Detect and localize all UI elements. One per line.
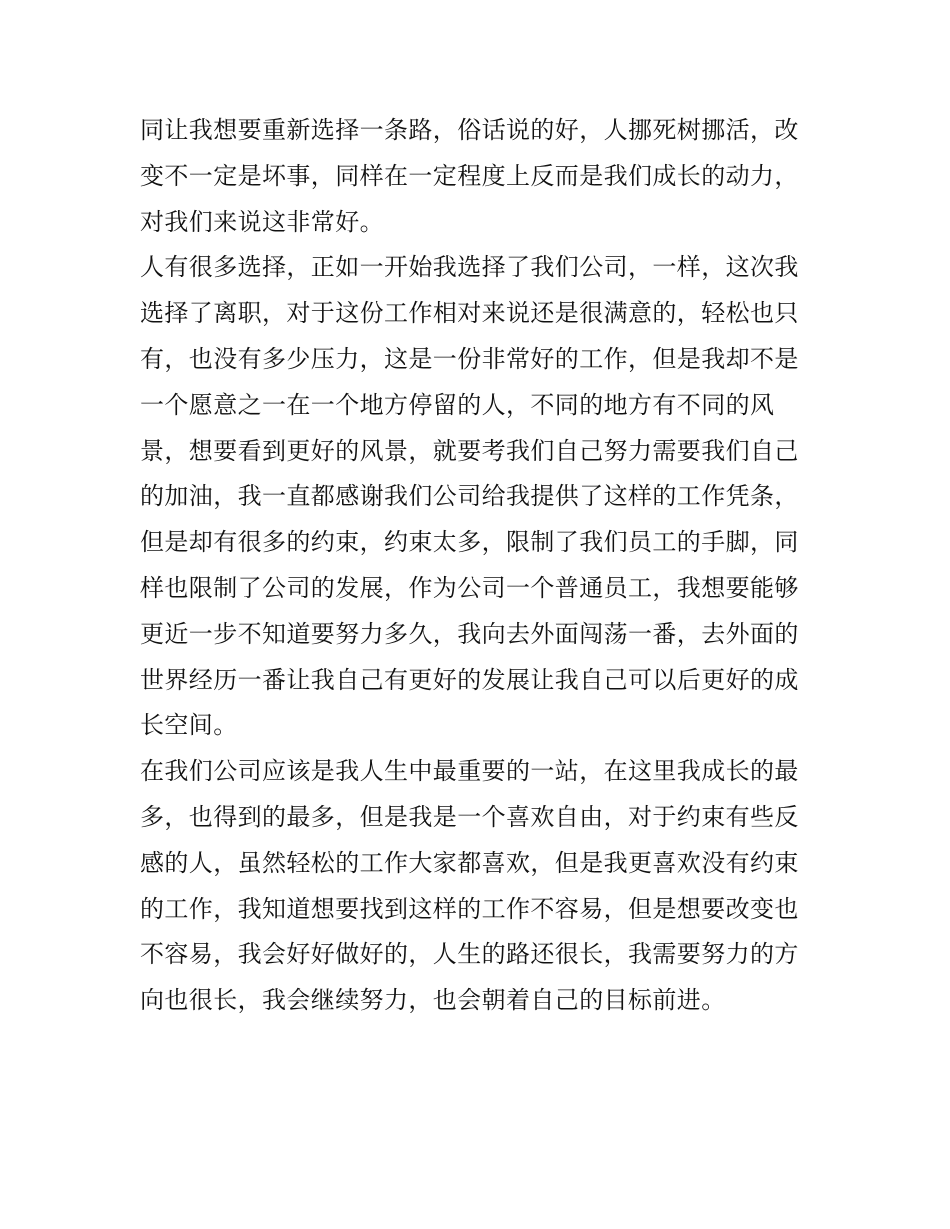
text-line: 选择了离职，对于这份工作相对来说还是很满意的，轻松也只: [140, 299, 799, 328]
paragraph-2: [140, 245, 812, 749]
text-line: 更近一步不知道要努力多久，我向去外面闯荡一番，去外面的: [140, 619, 799, 648]
text-line: 样也限制了公司的发展，作为公司一个普通员工，我想要能够: [140, 573, 799, 602]
paragraph-3: [140, 749, 812, 1024]
text-line: 不容易，我会好好做好的，人生的路还很长，我需要努力的方: [140, 940, 799, 969]
text-line: 但是却有很多的约束，约束太多，限制了我们员工的手脚，同: [140, 528, 799, 557]
text-line: 感的人，虽然轻松的工作大家都喜欢，但是我更喜欢没有约束: [140, 848, 799, 877]
text-line: 有，也没有多少压力，这是一份非常好的工作，但是我却不是: [140, 344, 799, 373]
text-line: 向也很长，我会继续努力，也会朝着自己的目标前进。: [140, 986, 726, 1015]
text-line: 对我们来说这非常好。: [140, 207, 384, 236]
text-line: 变不一定是坏事，同样在一定程度上反而是我们成长的动力，: [140, 161, 799, 190]
text-line: 在我们公司应该是我人生中最重要的一站，在这里我成长的最: [140, 757, 799, 786]
body-text: [140, 108, 812, 1024]
text-line: 同让我想要重新选择一条路，俗话说的好，人挪死树挪活，改: [140, 116, 799, 144]
text-line: 世界经历一番让我自己有更好的发展让我自己可以后更好的成: [140, 665, 799, 694]
text-line: 长空间。: [140, 711, 238, 740]
text-line: 的工作，我知道想要找到这样的工作不容易，但是想要改变也: [140, 894, 799, 923]
text-line: 人有很多选择，正如一开始我选择了我们公司，一样，这次我: [140, 253, 799, 282]
text-line: 多，也得到的最多，但是我是一个喜欢自由，对于约束有些反: [140, 802, 799, 831]
text-line: 的加油，我一直都感谢我们公司给我提供了这样的工作凭条，: [140, 482, 799, 511]
paragraph-1: [140, 108, 812, 245]
text-line: 景，想要看到更好的风景，就要考我们自己努力需要我们自己: [140, 436, 799, 465]
text-line: 一个愿意之一在一个地方停留的人，不同的地方有不同的风: [140, 390, 775, 419]
